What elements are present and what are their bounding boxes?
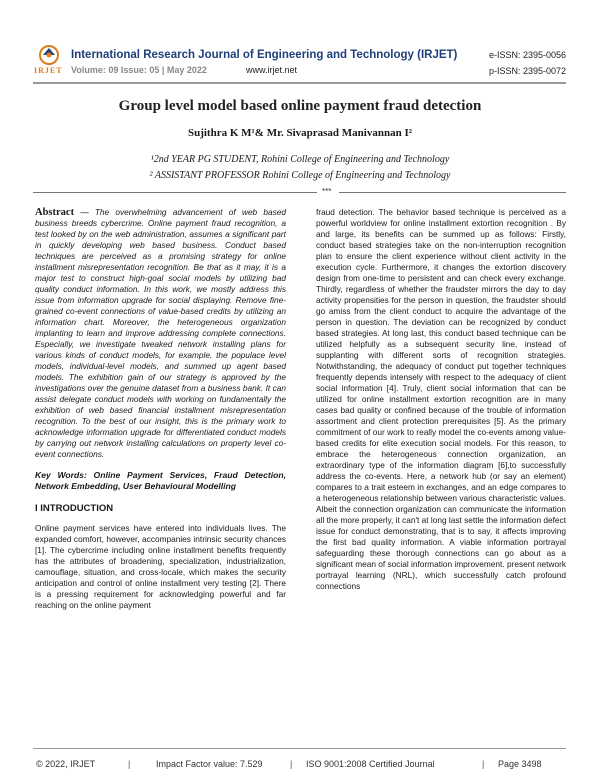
section-separator (33, 188, 566, 196)
affiliation-2: ² ASSISTANT PROFESSOR Rohini College of Engineering and Technology (149, 170, 451, 181)
p-issn: p-ISSN: 2395-0072 (488, 66, 566, 76)
footer-impact-factor: Impact Factor value: 7.529 (156, 759, 263, 769)
footer-separator: | (290, 759, 293, 769)
left-column (35, 207, 286, 611)
journal-website[interactable]: www.irjet.net (246, 65, 298, 75)
footer-separator: | (482, 759, 485, 769)
volume-issue: Volume: 09 Issue: 05 | May 2022 (71, 65, 207, 75)
header-rule (33, 82, 566, 84)
footer-rule (33, 748, 566, 749)
footer-separator: | (128, 759, 131, 769)
footer-page-number: Page 3498 (498, 759, 542, 769)
intro-heading: I INTRODUCTION (35, 503, 114, 514)
right-column: fraud detection. The behavior based technique is perceived as a powerful worldview for online installment extortion recognition . By and large, its benefits can be summed up as follows: Firstly, conduct based strategies take on the non-interruption recognition plan to ensure the client experience without client activity in the execution cycle. Furthermore, it changes the extortion discovery design from one-time to persistent and can check every exchange. Thirdly, regardless of whether the fraudster mirrors the day to day activity propensities for the person in question, the fraudster should go amiss from the client conduct to acquire the advantage of the person in question. The deviation can be recognized by conduct based strategies. At long last, this conduct based technique can be utilized helpfully as a subsequent security line, instead of supplanting with different sorts of recognition strategies. Notwithstanding, the adequacy of conduct put together techniques frequently depends intensely with respect to the adequacy of client social information [4]. Truly, client social information that can be utilized for online installment extortion recognition are in many cases bad quality or confined because of the trouble of information assortment and client protection prerequisites [5]. As the primary commitment of our work to really model the co-events among value-based credits for elite execution social models. For this reason, to embrace the heterogeneous connection organization, an extraordinary type of the information diagram [6],to successfully address the co-events. Here, a network hub (or say an element) compares to a trait esteem in exchanges, and an edge compares to a heterogeneous relationship between various characteristic values. Albeit the connection organization can communicate the information all the more properly, it can't at long last settle the information defect issue for conduct demonstrating, that is to say, it affects improving the first bad quality information. A viable information portrayal safeguarding these thorough connections can go about as a significant mean of social information improvement. present network portrayal learning (NRL), which successfully catch profound connections (316, 207, 567, 591)
logo-text: IRJET (34, 66, 63, 75)
intro-body: Online payment services have entered into individuals lives. The expanded comfort, however, accompanies intrinsic security chances [1]. The cybercrime including online installment benefits frequently has the attributes of broadening, specialization, industrialization, camouflage, situation, and cross-locale, which makes the security anticipation and control of online installment very testing [2]. There is a pressing requirement for acknowledging powerful and far reaching on the online payment (35, 523, 286, 610)
e-issn: e-ISSN: 2395-0056 (488, 50, 566, 60)
keywords: Key Words: Online Payment Services, Fraud Detection, Network Embedding, User Behavioural Modelling (35, 470, 286, 491)
affiliation-1: ¹2nd YEAR PG STUDENT, Rohini College of Engineering and Technology (150, 154, 450, 165)
abstract-heading: Abstract (35, 207, 75, 218)
abstract-body: — The overwhelming advancement of web based business breeds cybercrime. Online payment fraud recognition, a test looked by on the web administration, assumes a significant part in quickly developing web based business. Conduct based techniques are perceived as a promising strategy for online installment misrepresentation recognition. Be that as it may, it is a major test to construct high-goal social models by utilizing bad quality conduct information. In this work, we mostly address this issue from information upgrade for social displaying. Remove fine-grained co-event connections of value-based credits by utilizing an information chart. Moreover, the heterogeneous organization implanting to learn and improve addressing complete connections. Especially, we investigate tweaked network installing plans for various kinds of conduct models, for example, the populace level models, individual-level models, and summed up agent based models. The exhibition gain of our strategy is approved by the investigations over the genuine dataset from a business bank. It can assist delegate conduct models with working on fundamentally the exhibition of web based financial installment misrepresentation recognition. To the best of our insight, this is the primary work to acknowledge information upgrade for differentiated conduct models by carrying out network installing calculations on property level co-event connections. (35, 207, 287, 459)
separator-stars: *** (322, 187, 332, 196)
journal-title: International Research Journal of Engineering and Technology (IRJET) (71, 49, 458, 61)
paper-title: Group level model based online payment fraud detection (118, 98, 482, 114)
paper-authors: Sujithra K M¹& Mr. Sivaprasad Manivannan I² (187, 127, 413, 139)
footer-copyright: © 2022, IRJET (36, 759, 96, 769)
footer-iso: ISO 9001:2008 Certified Journal (306, 759, 435, 769)
journal-header (33, 44, 566, 80)
abstract (35, 207, 286, 460)
